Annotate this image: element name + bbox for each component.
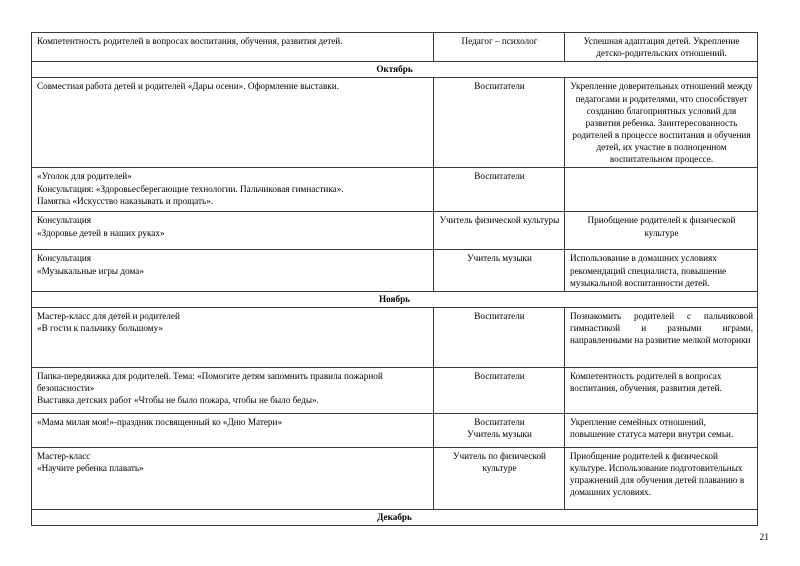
cell-responsible xyxy=(434,33,565,62)
cell-line: Педагог – психолог xyxy=(461,36,538,46)
cell-line: «Научите ребенка плавать» xyxy=(37,463,144,474)
cell-line: Познакомить родителей с пальчиковой гимнастикой и разными играми, направленными на развитие мелкой моторики xyxy=(570,310,753,346)
cell-activity xyxy=(32,367,434,413)
cell-line: Приобщение родителей к физической культуре. Использование подготовительных упражнений для обучения детей плаванию в домашних условиях. xyxy=(570,450,745,498)
cell-activity xyxy=(32,78,434,168)
table-row xyxy=(32,168,758,212)
cell-line: Учитель музыки xyxy=(467,429,532,440)
cell-result xyxy=(565,367,758,413)
cell-line: Компетентность родителей в вопросах воспитания, обучения, развития детей. xyxy=(37,36,343,46)
activity-plan-table xyxy=(31,32,758,526)
cell-line: «Уголок для родителей» xyxy=(37,171,132,182)
cell-line: «Музыкальные игры дома» xyxy=(37,265,144,276)
cell-activity xyxy=(32,307,434,367)
cell-line: Консультация: «Здоровьесберегающие технологии. Пальчиковая гимнастика». xyxy=(37,183,344,194)
cell-activity xyxy=(32,33,434,62)
cell-line: «В гости к пальчику большому» xyxy=(37,323,164,334)
cell-responsible xyxy=(434,78,565,168)
cell-activity xyxy=(32,447,434,509)
cell-line: Воспитатели xyxy=(474,416,525,427)
cell-line: «Здоровье детей в наших руках» xyxy=(37,227,165,238)
cell-line: Укрепление доверительных отношений между педагогами и родителями, что способствует созданию благоприятных условий для развития ребенка. Заинтересованность родителей в процессе воспитания и обучения детей, их участие в полноценном воспитательном процессе. xyxy=(570,81,753,165)
cell-line: Мастер-класс xyxy=(37,450,91,461)
cell-line: Папка-передвижка для родителей. Тема: «Помогите детям запомнить правила пожарной безопасности» xyxy=(37,370,383,394)
cell-responsible xyxy=(434,367,565,413)
table-row xyxy=(32,367,758,413)
cell-line: Совместная работа детей и родителей «Дары осени». Оформление выставки. xyxy=(37,81,339,92)
cell-result xyxy=(565,307,758,367)
cell-line: Укрепление семейных отношений, повышение статуса матери внутри семьи. xyxy=(570,416,734,440)
cell-activity xyxy=(32,168,434,212)
table-row xyxy=(32,250,758,291)
table-body xyxy=(32,33,758,526)
month-header-row xyxy=(32,62,758,78)
cell-line: Воспитатели xyxy=(474,370,525,381)
cell-line: Учитель по физической культуре xyxy=(453,450,546,474)
cell-line: Успешная адаптация детей. Укрепление детско-родительских отношений. xyxy=(583,36,740,59)
cell-line: Учитель музыки xyxy=(467,253,532,264)
cell-line: Мастер-класс для детей и родителей xyxy=(37,310,180,321)
cell-line: Приобщение родителей к физической культуре xyxy=(587,215,736,238)
table-row xyxy=(32,413,758,447)
cell-responsible xyxy=(434,413,565,447)
table-row xyxy=(32,212,758,250)
table-row xyxy=(32,33,758,62)
table-row xyxy=(32,307,758,367)
cell-activity xyxy=(32,413,434,447)
cell-result xyxy=(565,250,758,291)
cell-responsible xyxy=(434,250,565,291)
cell-result xyxy=(565,212,758,250)
table-row xyxy=(32,447,758,509)
cell-line: Использование в домашних условиях рекомендаций специалиста, повышение музыкальной воспитанности детей. xyxy=(570,253,727,288)
cell-line: Памятка «Искусство наказывать и прощать». xyxy=(37,195,214,206)
cell-activity xyxy=(32,212,434,250)
cell-line: «Мама милая моя!»-праздник посвященный ко «Дню Матери» xyxy=(37,416,283,427)
cell-line: Консультация xyxy=(37,215,92,226)
cell-result xyxy=(565,413,758,447)
month-header-row xyxy=(32,291,758,307)
cell-responsible xyxy=(434,168,565,212)
page-number: 21 xyxy=(759,533,769,543)
cell-line: Воспитатели xyxy=(474,171,525,182)
cell-line: Консультация xyxy=(37,253,92,264)
cell-result xyxy=(565,168,758,212)
cell-responsible xyxy=(434,212,565,250)
month-header-row xyxy=(32,509,758,525)
cell-result xyxy=(565,33,758,62)
cell-line: Выставка детских работ «Чтобы не было пожара, чтобы не было беды». xyxy=(37,395,319,406)
month-label: Октябрь xyxy=(32,62,758,78)
cell-result xyxy=(565,447,758,509)
cell-line: Учитель физической культуры xyxy=(439,215,560,226)
cell-line: Воспитатели xyxy=(474,310,525,321)
month-label: Декабрь xyxy=(32,509,758,525)
cell-responsible xyxy=(434,447,565,509)
cell-line: Воспитатели xyxy=(474,81,525,92)
cell-line: Компетентность родителей в вопросах воспитания, обучения, развития детей. xyxy=(570,370,722,394)
cell-result xyxy=(565,78,758,168)
cell-responsible xyxy=(434,307,565,367)
month-label: Ноябрь xyxy=(32,291,758,307)
cell-activity xyxy=(32,250,434,291)
table-row xyxy=(32,78,758,168)
